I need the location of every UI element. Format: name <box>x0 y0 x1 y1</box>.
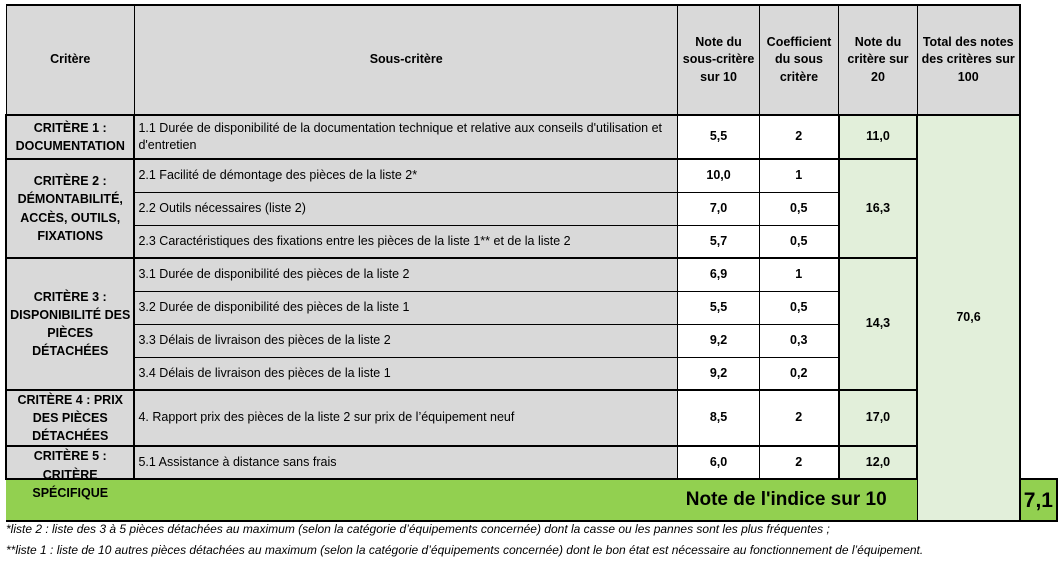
footnotes <box>6 519 923 561</box>
table-row <box>6 446 1057 479</box>
footer-row <box>6 479 1057 521</box>
criterion-5-score: 12,0 <box>839 446 917 479</box>
subcriterion-label: 2.3 Caractéristiques des fixations entre les pièces de la liste 1** et de la liste 2 <box>134 225 677 258</box>
total-score-100: 70,6 <box>917 115 1020 521</box>
subcriterion-label: 3.2 Durée de disponibilité des pièces de la liste 1 <box>134 291 677 324</box>
subcriterion-label: 1.1 Durée de disponibilité de la documentation technique et relative aux conseils d'utilisation et d'entretien <box>134 115 677 159</box>
subcriterion-label: 2.2 Outils nécessaires (liste 2) <box>134 192 677 225</box>
criterion-1-label: CRITÈRE 1 : DOCUMENTATION <box>6 115 134 159</box>
header-note-critere: Note du critère sur 20 <box>839 5 917 115</box>
subcriterion-coefficient: 0,5 <box>759 225 839 258</box>
footnote-liste-1: **liste 1 : liste de 10 autres pièces détachées au maximum (selon la catégorie d’équipements concernée) dont le bon état est nécessaire au fonctionnement de l’équipement. <box>6 543 924 557</box>
subcriterion-note: 7,0 <box>678 192 759 225</box>
subcriterion-coefficient: 1 <box>759 159 839 192</box>
footnote-liste-2: *liste 2 : liste des 3 à 5 pièces détachées au maximum (selon la catégorie d’équipements concernée) dont la casse ou les pannes sont les plus fréquentes ; <box>6 522 830 536</box>
subcriterion-note: 6,0 <box>678 446 759 479</box>
subcriterion-label: 5.1 Assistance à distance sans frais <box>134 446 677 479</box>
subcriterion-coefficient: 0,2 <box>759 357 839 390</box>
criterion-3-label: CRITÈRE 3 : DISPONIBILITÉ DES PIÈCES DÉTACHÉES <box>6 258 134 390</box>
subcriterion-coefficient: 2 <box>759 115 839 159</box>
table-row <box>6 159 1057 192</box>
subcriterion-label: 4. Rapport prix des pièces de la liste 2 sur prix de l’équipement neuf <box>134 390 677 446</box>
repairability-index-table <box>5 4 1058 522</box>
subcriterion-note: 5,5 <box>678 115 759 159</box>
subcriterion-label: 3.4 Délais de livraison des pièces de la liste 1 <box>134 357 677 390</box>
criterion-3-score: 14,3 <box>839 258 917 390</box>
criterion-2-label: CRITÈRE 2 : DÉMONTABILITÉ, ACCÈS, OUTILS, FIXATIONS <box>6 159 134 258</box>
criterion-5-label: CRITÈRE 5 : CRITÈRE SPÉCIFIQUE <box>32 449 109 500</box>
index-score-label: Note de l'indice sur 10 <box>6 479 917 521</box>
subcriterion-note: 10,0 <box>678 159 759 192</box>
subcriterion-note: 6,9 <box>678 258 759 291</box>
criterion-1-score: 11,0 <box>839 115 917 159</box>
subcriterion-note: 9,2 <box>678 357 759 390</box>
subcriterion-coefficient: 2 <box>759 390 839 446</box>
criterion-4-score: 17,0 <box>839 390 917 446</box>
subcriterion-note: 9,2 <box>678 324 759 357</box>
subcriterion-coefficient: 1 <box>759 258 839 291</box>
subcriterion-coefficient: 0,3 <box>759 324 839 357</box>
subcriterion-label: 3.3 Délais de livraison des pièces de la liste 2 <box>134 324 677 357</box>
header-sous-critere: Sous-critère <box>134 5 677 115</box>
criterion-4-label: CRITÈRE 4 : PRIX DES PIÈCES DÉTACHÉES <box>6 390 134 446</box>
header-total: Total des notes des critères sur 100 <box>917 5 1020 115</box>
header-coefficient: Coefficient du sous critère <box>759 5 839 115</box>
subcriterion-coefficient: 2 <box>759 446 839 479</box>
header-critere: Critère <box>6 5 134 115</box>
header-note-sous-critere: Note du sous-critère sur 10 <box>678 5 759 115</box>
criterion-2-score: 16,3 <box>839 159 917 258</box>
criterion-5-cell <box>6 446 134 500</box>
subcriterion-coefficient: 0,5 <box>759 291 839 324</box>
table-row <box>6 390 1057 446</box>
index-score-value: 7,1 <box>1020 479 1057 521</box>
subcriterion-note: 8,5 <box>678 390 759 446</box>
subcriterion-label: 2.1 Facilité de démontage des pièces de la liste 2* <box>134 159 677 192</box>
table-row <box>6 258 1057 291</box>
subcriterion-label: 3.1 Durée de disponibilité des pièces de la liste 2 <box>134 258 677 291</box>
subcriterion-note: 5,5 <box>678 291 759 324</box>
subcriterion-coefficient: 0,5 <box>759 192 839 225</box>
subcriterion-note: 5,7 <box>678 225 759 258</box>
table-row <box>6 115 1057 159</box>
header-row <box>6 5 1057 115</box>
